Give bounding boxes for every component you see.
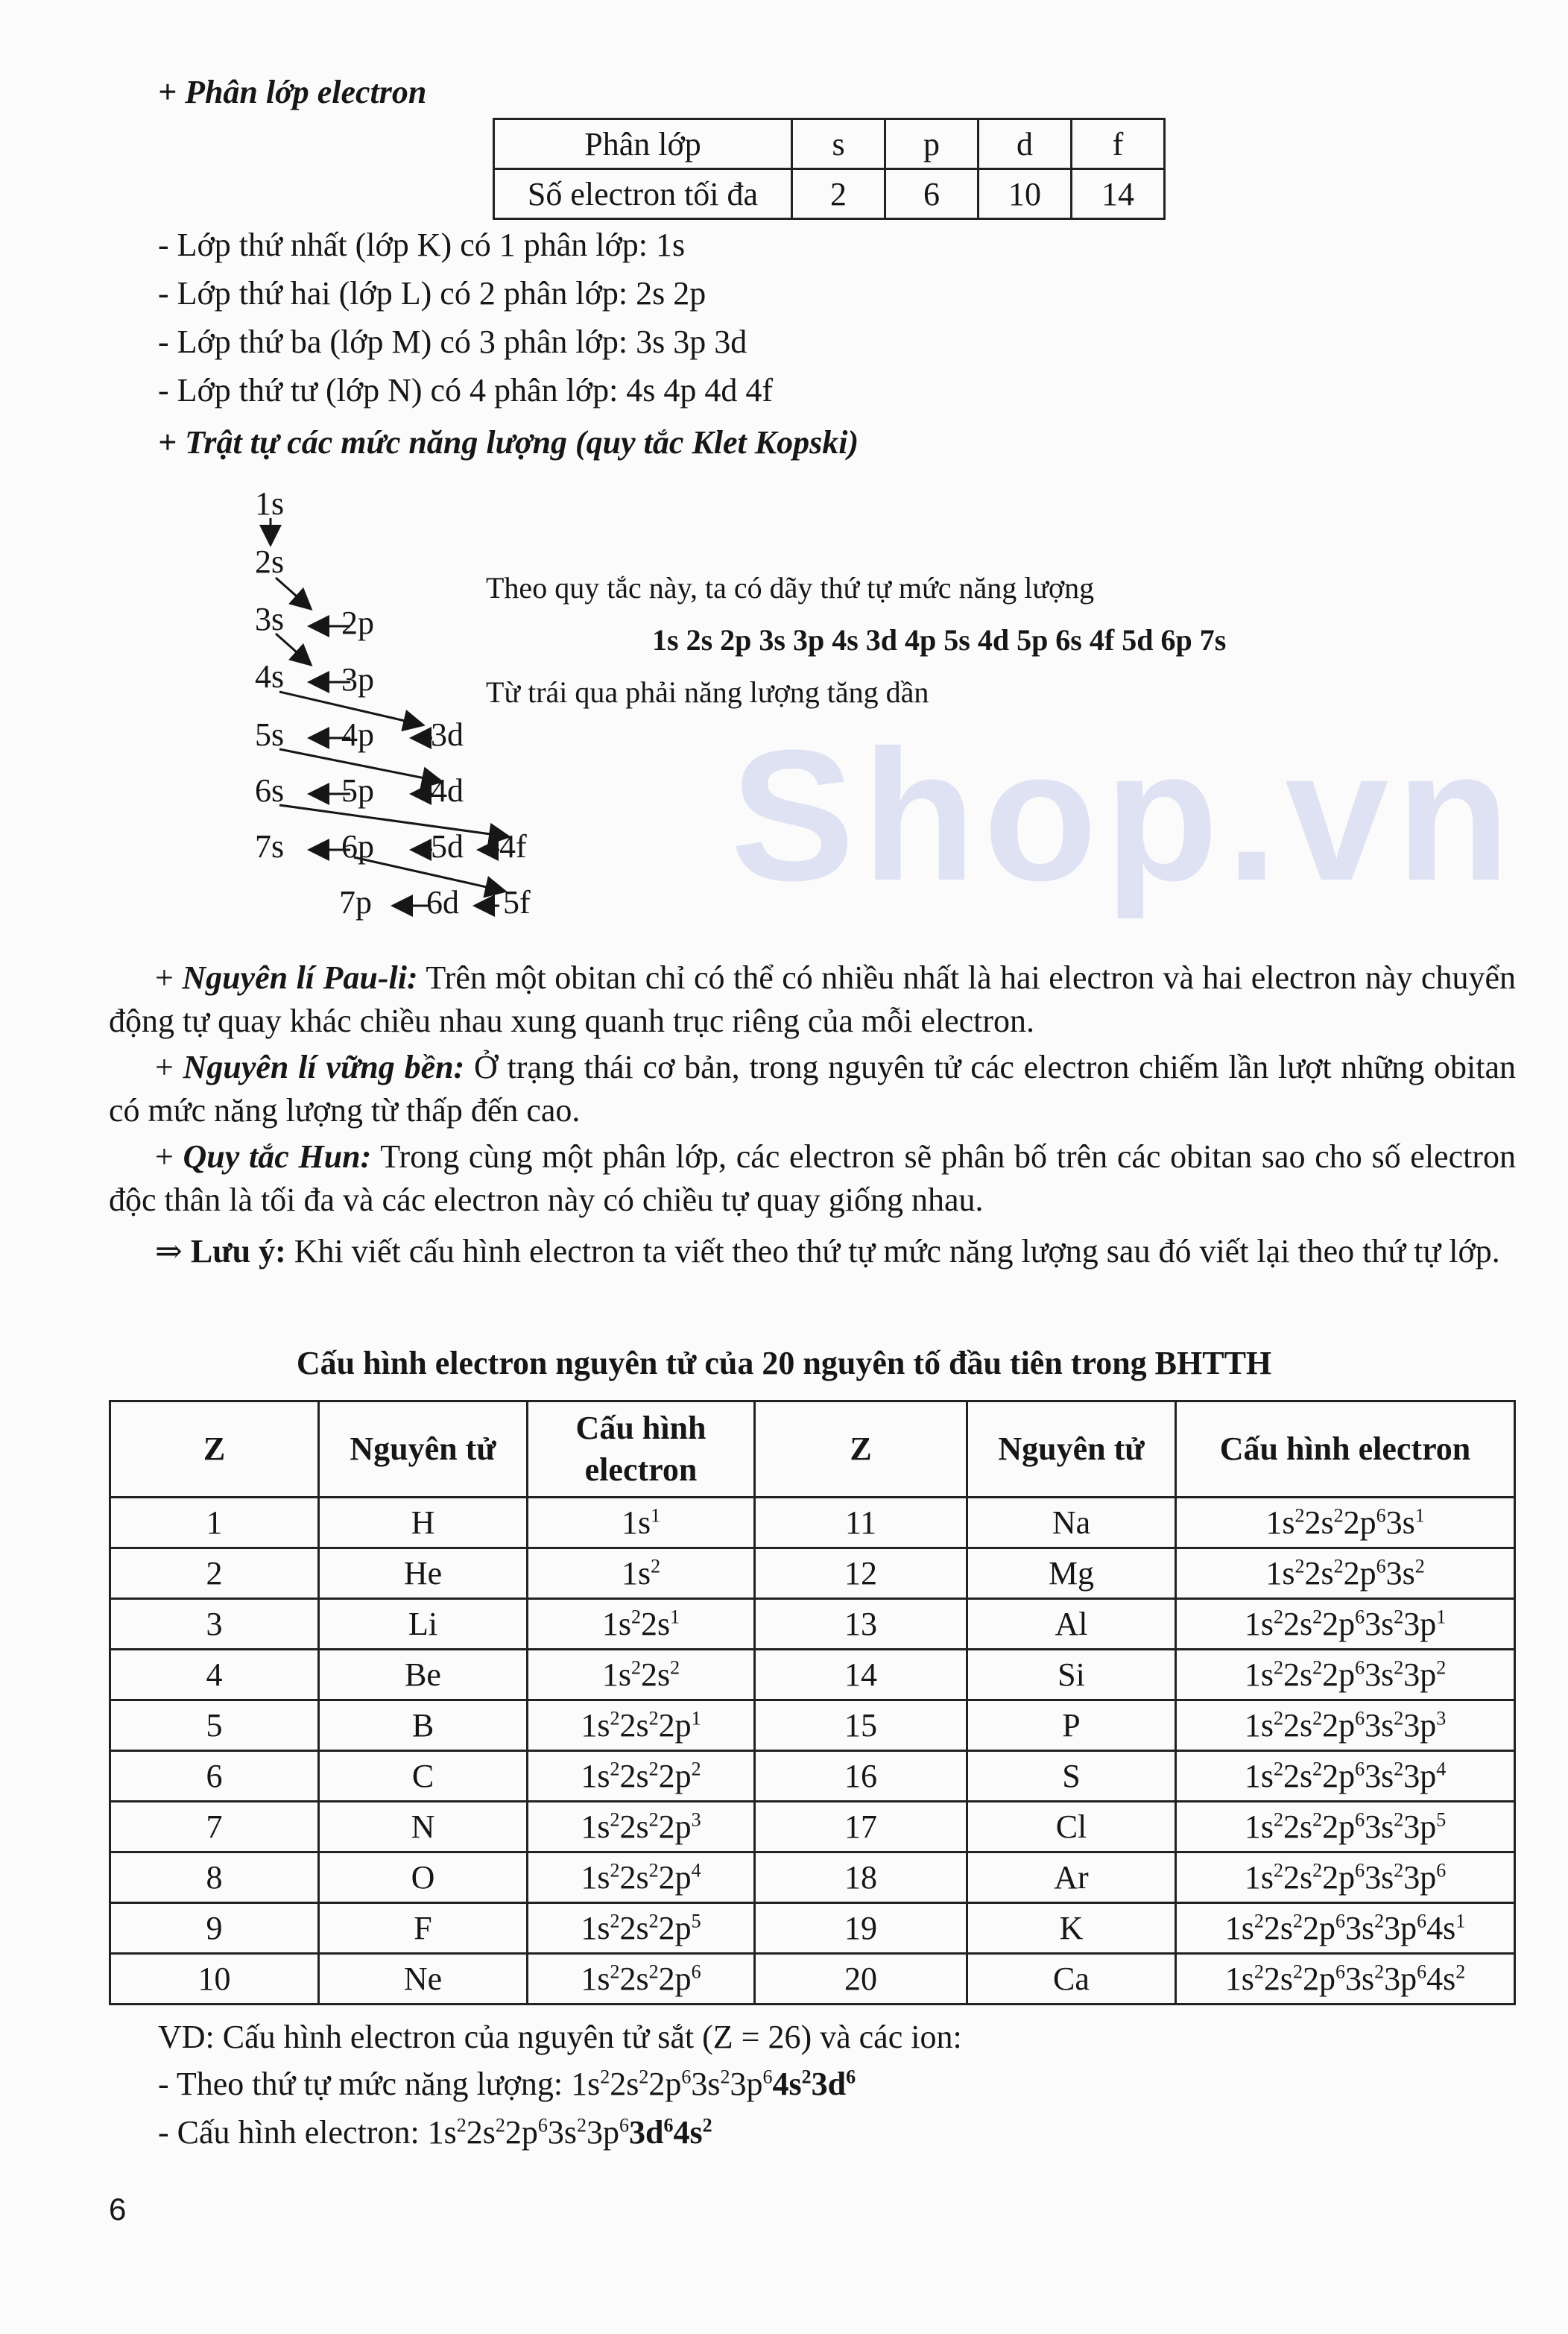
atom-cell: P (967, 1700, 1176, 1751)
energy-text-1: Theo quy tắc này, ta có dãy thứ tự mức năng lượng (486, 571, 1095, 605)
orbital-label: 4s (255, 658, 285, 695)
orbital-label: 5f (503, 884, 531, 921)
atom-cell: Al (967, 1599, 1176, 1650)
atom-cell: N (319, 1802, 528, 1852)
config-cell: $1s^22s^22p^63s^23p^6$ (1176, 1852, 1515, 1903)
example-line-config: - Cấu hình electron: $1s^22s^22p^63s^23p^63d^64s^2$ (158, 2114, 712, 2151)
atom-cell: K (967, 1903, 1176, 1954)
subshell-header-cell: Phân lớp (494, 119, 792, 169)
config-cell: $1s^2$ (528, 1548, 755, 1599)
config-cell: $1s^22s^22p^63s^23p^4$ (1176, 1751, 1515, 1802)
subshell-value-cell: Số electron tối đa (494, 169, 792, 219)
orbital-label: 6s (255, 772, 285, 809)
atom-cell: Cl (967, 1802, 1176, 1852)
config-table-title: Cấu hình electron nguyên tử của 20 nguyên tố đầu tiên trong BHTTH (296, 1345, 1272, 1381)
subshell-header-cell: f (1072, 119, 1165, 169)
z-cell: 11 (755, 1498, 967, 1548)
principle-stability: + Nguyên lí vững bền: Ở trạng thái cơ bản, trong nguyên tử các electron chiếm lần lượt những obitan có mức năng lượng từ thấp đến cao. (109, 1049, 1516, 1129)
principle-hund: + Quy tắc Hun: Trong cùng một phân lớp, các electron sẽ phân bố trên các obitan sao cho số electron độc thân là tối đa và các electron này có chiều tự quay giống nhau. (109, 1138, 1516, 1218)
table-row (110, 1498, 1515, 1548)
z-cell: 10 (110, 1954, 319, 2005)
z-cell: 2 (110, 1548, 319, 1599)
shell-line: - Lớp thứ hai (lớp L) có 2 phân lớp: 2s 2p (158, 275, 706, 312)
subshell-value-cell: 2 (792, 169, 885, 219)
note-paragraph (109, 1230, 1516, 1273)
orbital-label: 4p (341, 716, 374, 753)
atom-cell: O (319, 1852, 528, 1903)
atom-cell: He (319, 1548, 528, 1599)
z-cell: 14 (755, 1650, 967, 1700)
config-cell: $1s^22s^22p^63s^23p^2$ (1176, 1650, 1515, 1700)
header-atom: Nguyên tử (967, 1401, 1176, 1498)
principle-text: Trên một obitan chỉ có thể có nhiều nhất là hai electron và hai electron này chuyển động tự quay khác chiều nhau xung quanh trục riêng của mỗi electron. (109, 959, 1516, 1039)
example-line-energy-order: - Theo thứ tự mức năng lượng: $1s^22s^22p^63s^23p^64s^23d^6$ (158, 2066, 856, 2102)
orbital-label: 1s (255, 485, 285, 522)
subshell-value-cell: 6 (885, 169, 979, 219)
orbital-label: 7p (339, 884, 372, 921)
note-label: Lưu ý: (190, 1233, 286, 1269)
z-cell: 8 (110, 1852, 319, 1903)
header-z: Z (110, 1401, 319, 1498)
energy-heading: + Trật tự các mức năng lượng (quy tắc Klet Kopski) (158, 424, 859, 461)
subshell-table-value-row (494, 169, 1165, 219)
config-table-body (110, 1498, 1515, 2005)
orbital-label: 3p (341, 661, 374, 698)
table-row (110, 1548, 1515, 1599)
config-cell: $1s^22s^2$ (528, 1650, 755, 1700)
config-cell: $1s^22s^22p^63s^23p^3$ (1176, 1700, 1515, 1751)
table-row (110, 1700, 1515, 1751)
z-cell: 20 (755, 1954, 967, 2005)
header-z: Z (755, 1401, 967, 1498)
z-cell: 1 (110, 1498, 319, 1548)
config-cell: $1s^22s^22p^5$ (528, 1903, 755, 1954)
energy-text-2: Từ trái qua phải năng lượng tăng dần (486, 675, 929, 709)
orbital-label: 4f (499, 828, 527, 865)
config-cell: $1s^22s^22p^3$ (528, 1802, 755, 1852)
z-cell: 4 (110, 1650, 319, 1700)
atom-cell: Na (967, 1498, 1176, 1548)
energy-sequence: 1s 2s 2p 3s 3p 4s 3d 4p 5s 4d 5p 6s 4f 5d 6p 7s (652, 623, 1227, 657)
orbital-label: 6p (341, 828, 374, 865)
page-number: 6 (109, 2192, 127, 2227)
z-cell: 13 (755, 1599, 967, 1650)
shell-line: - Lớp thứ ba (lớp M) có 3 phân lớp: 3s 3p 3d (158, 324, 747, 360)
atom-cell: Ne (319, 1954, 528, 2005)
header-config: Cấu hình electron (528, 1401, 755, 1498)
config-cell: $1s^22s^22p^63s^23p^64s^2$ (1176, 1954, 1515, 2005)
subshell-table (493, 118, 1166, 220)
header-config: Cấu hình electron (1176, 1401, 1515, 1498)
orbital-label: 2s (255, 543, 285, 580)
principle-label: Quy tắc Hun: (183, 1138, 372, 1175)
z-cell: 12 (755, 1548, 967, 1599)
z-cell: 19 (755, 1903, 967, 1954)
header-atom: Nguyên tử (319, 1401, 528, 1498)
z-cell: 15 (755, 1700, 967, 1751)
atom-cell: B (319, 1700, 528, 1751)
config-cell: $1s^1$ (528, 1498, 755, 1548)
watermark: Shop.vn (730, 711, 1518, 919)
config-cell: $1s^22s^22p^63s^23p^1$ (1176, 1599, 1515, 1650)
note-text: Khi viết cấu hình electron ta viết theo thứ tự mức năng lượng sau đó viết lại theo thứ tự lớp. (285, 1233, 1500, 1269)
atom-cell: H (319, 1498, 528, 1548)
shell-line: - Lớp thứ nhất (lớp K) có 1 phân lớp: 1s (158, 227, 686, 263)
orbital-label: 3d (431, 716, 464, 753)
atom-cell: Ar (967, 1852, 1176, 1903)
config-cell: $1s^22s^22p^6$ (528, 1954, 755, 2005)
orbital-label: 5d (431, 828, 464, 865)
table-row (110, 1954, 1515, 2005)
subshell-table-header-row (494, 119, 1165, 169)
table-row (110, 1802, 1515, 1852)
orbital-label: 4d (431, 772, 464, 809)
z-cell: 7 (110, 1802, 319, 1852)
table-row (110, 1650, 1515, 1700)
orbital-label: 7s (255, 828, 285, 865)
atom-cell: S (967, 1751, 1176, 1802)
z-cell: 5 (110, 1700, 319, 1751)
config-cell: $1s^22s^22p^63s^2$ (1176, 1548, 1515, 1599)
atom-cell: C (319, 1751, 528, 1802)
principle-text: Trong cùng một phân lớp, các electron sẽ phân bố trên các obitan sao cho số electron độc thân là tối đa và các electron này có chiều tự quay giống nhau. (109, 1138, 1516, 1218)
orbital-label: 3s (255, 601, 285, 637)
atom-cell: F (319, 1903, 528, 1954)
table-row (110, 1751, 1515, 1802)
z-cell: 9 (110, 1903, 319, 1954)
implies-arrow: ⇒ (155, 1233, 183, 1269)
table-row (110, 1903, 1515, 1954)
subshell-value-cell: 14 (1072, 169, 1165, 219)
atom-cell: Mg (967, 1548, 1176, 1599)
orbital-label: 5p (341, 772, 374, 809)
atom-cell: Si (967, 1650, 1176, 1700)
principle-label: Nguyên lí Pau-li: (182, 959, 418, 996)
principle-text: Ở trạng thái cơ bản, trong nguyên tử các electron chiếm lần lượt những obitan có mức năng lượng từ thấp đến cao. (109, 1049, 1516, 1129)
principle-label: Nguyên lí vững bền: (183, 1049, 465, 1085)
shell-line: - Lớp thứ tư (lớp N) có 4 phân lớp: 4s 4p 4d 4f (158, 372, 774, 409)
atom-cell: Ca (967, 1954, 1176, 2005)
orbital-label: 5s (255, 716, 285, 753)
config-cell: $1s^22s^22p^4$ (528, 1852, 755, 1903)
config-cell: $1s^22s^22p^63s^23p^5$ (1176, 1802, 1515, 1852)
atom-cell: Li (319, 1599, 528, 1650)
subshell-header-cell: d (979, 119, 1072, 169)
z-cell: 16 (755, 1751, 967, 1802)
orbital-label: 6d (426, 884, 459, 921)
config-table (109, 1400, 1516, 2005)
config-cell: $1s^22s^22p^63s^23p^64s^1$ (1176, 1903, 1515, 1954)
config-table-header-row (110, 1401, 1515, 1498)
orbital-label: 2p (341, 605, 374, 641)
atom-cell: Be (319, 1650, 528, 1700)
table-row (110, 1599, 1515, 1650)
config-cell: $1s^22s^22p^2$ (528, 1751, 755, 1802)
subshell-heading: + Phân lớp electron (158, 74, 427, 110)
subshell-header-cell: s (792, 119, 885, 169)
config-cell: $1s^22s^1$ (528, 1599, 755, 1650)
config-cell: $1s^22s^22p^1$ (528, 1700, 755, 1751)
config-cell: $1s^22s^22p^63s^1$ (1176, 1498, 1515, 1548)
z-cell: 3 (110, 1599, 319, 1650)
subshell-value-cell: 10 (979, 169, 1072, 219)
z-cell: 18 (755, 1852, 967, 1903)
z-cell: 17 (755, 1802, 967, 1852)
example-intro: VD: Cấu hình electron của nguyên tử sắt (Z = 26) và các ion: (158, 2019, 962, 2055)
table-row (110, 1852, 1515, 1903)
z-cell: 6 (110, 1751, 319, 1802)
subshell-header-cell: p (885, 119, 979, 169)
principle-pauli: + Nguyên lí Pau-li: Trên một obitan chỉ có thể có nhiều nhất là hai electron và hai electron này chuyển động tự quay khác chiều nhau xung quanh trục riêng của mỗi electron. (109, 959, 1516, 1039)
